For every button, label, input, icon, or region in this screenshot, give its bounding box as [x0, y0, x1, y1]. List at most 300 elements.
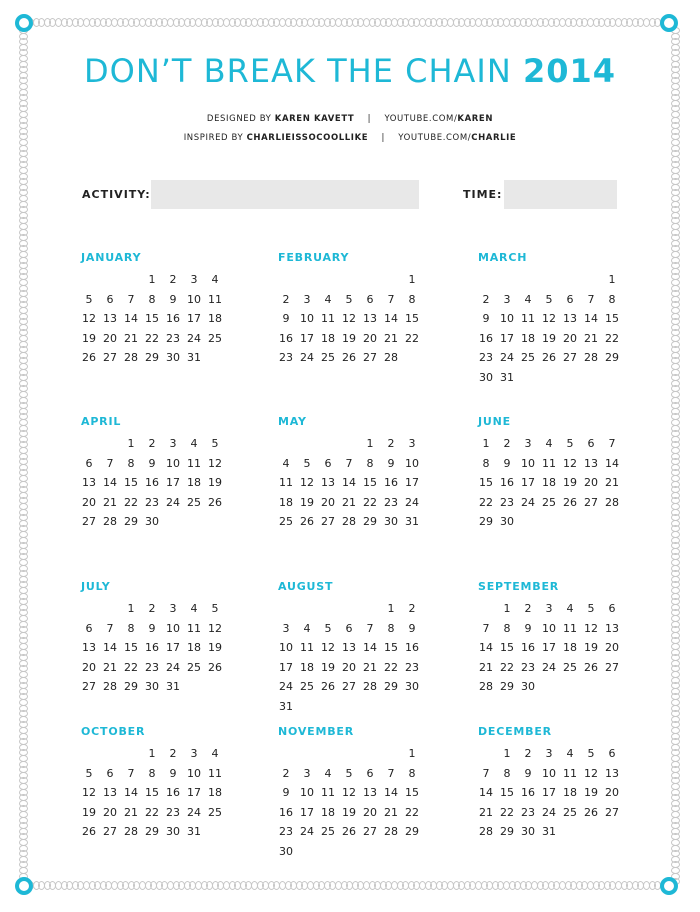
day-cell[interactable]: 18	[563, 786, 577, 799]
day-cell[interactable]: 18	[208, 786, 222, 799]
day-cell[interactable]: 11	[208, 292, 222, 306]
day-cell[interactable]: 27	[103, 351, 117, 364]
day-cell[interactable]: 17	[300, 805, 314, 819]
day-cell[interactable]: 12	[542, 312, 556, 325]
day-cell[interactable]: 2	[387, 437, 395, 450]
day-cell[interactable]: 7	[587, 292, 595, 306]
day-cell[interactable]: 27	[605, 660, 619, 674]
day-cell[interactable]: 25	[563, 805, 577, 819]
day-cell[interactable]: 31	[187, 825, 201, 838]
day-cell[interactable]: 4	[190, 437, 198, 450]
day-cell[interactable]: 6	[566, 292, 574, 306]
day-cell[interactable]: 26	[208, 660, 222, 674]
day-cell[interactable]: 16	[405, 641, 419, 654]
day-cell[interactable]: 30	[521, 825, 535, 838]
day-cell[interactable]: 2	[282, 766, 290, 780]
day-cell[interactable]: 22	[405, 331, 419, 345]
day-cell[interactable]: 27	[82, 680, 96, 693]
day-cell[interactable]: 21	[363, 660, 377, 674]
day-cell[interactable]: 19	[542, 331, 556, 345]
day-cell[interactable]: 29	[384, 680, 398, 693]
day-cell[interactable]: 8	[408, 292, 416, 306]
day-cell[interactable]: 5	[211, 437, 219, 450]
day-cell[interactable]: 7	[482, 621, 490, 635]
day-cell[interactable]: 26	[300, 515, 314, 528]
day-cell[interactable]: 21	[124, 331, 138, 345]
day-cell[interactable]: 9	[408, 621, 416, 635]
day-cell[interactable]: 28	[384, 351, 398, 364]
day-cell[interactable]: 11	[187, 621, 201, 635]
day-cell[interactable]: 1	[408, 747, 416, 760]
day-cell[interactable]: 4	[303, 621, 311, 635]
day-cell[interactable]: 23	[521, 660, 535, 674]
day-cell[interactable]: 9	[148, 621, 156, 635]
day-cell[interactable]: 22	[363, 495, 377, 509]
day-cell[interactable]: 16	[521, 641, 535, 654]
day-cell[interactable]: 3	[303, 292, 311, 306]
day-cell[interactable]: 4	[545, 437, 553, 450]
day-cell[interactable]: 4	[282, 456, 290, 470]
day-cell[interactable]: 8	[387, 621, 395, 635]
day-cell[interactable]: 29	[124, 680, 138, 693]
day-cell[interactable]: 8	[148, 292, 156, 306]
day-cell[interactable]: 9	[169, 292, 177, 306]
day-cell[interactable]: 7	[366, 621, 374, 635]
day-cell[interactable]: 2	[169, 747, 177, 760]
day-cell[interactable]: 29	[500, 680, 514, 693]
day-cell[interactable]: 2	[524, 747, 532, 760]
day-cell[interactable]: 14	[342, 476, 356, 489]
day-cell[interactable]: 14	[605, 456, 619, 470]
day-cell[interactable]: 9	[387, 456, 395, 470]
day-cell[interactable]: 5	[85, 292, 93, 306]
day-cell[interactable]: 13	[103, 312, 117, 325]
day-cell[interactable]: 21	[384, 805, 398, 819]
day-cell[interactable]: 25	[563, 660, 577, 674]
day-cell[interactable]: 30	[521, 680, 535, 693]
day-cell[interactable]: 15	[145, 786, 159, 799]
day-cell[interactable]: 10	[166, 621, 180, 635]
day-cell[interactable]: 14	[103, 641, 117, 654]
day-cell[interactable]: 1	[366, 437, 374, 450]
day-cell[interactable]: 19	[82, 331, 96, 345]
day-cell[interactable]: 27	[563, 351, 577, 364]
day-cell[interactable]: 30	[279, 844, 293, 858]
day-cell[interactable]: 29	[145, 825, 159, 838]
day-cell[interactable]: 16	[145, 476, 159, 489]
day-cell[interactable]: 3	[524, 437, 532, 450]
day-cell[interactable]: 30	[384, 515, 398, 528]
day-cell[interactable]: 30	[405, 680, 419, 693]
day-cell[interactable]: 22	[605, 331, 619, 345]
day-cell[interactable]: 9	[282, 312, 290, 325]
day-cell[interactable]: 1	[387, 602, 395, 615]
day-cell[interactable]: 1	[503, 747, 511, 760]
day-cell[interactable]: 27	[103, 825, 117, 838]
day-cell[interactable]: 24	[300, 351, 314, 364]
day-cell[interactable]: 13	[563, 312, 577, 325]
day-cell[interactable]: 29	[124, 515, 138, 528]
day-cell[interactable]: 11	[300, 641, 314, 654]
day-cell[interactable]: 2	[148, 437, 156, 450]
day-cell[interactable]: 20	[103, 331, 117, 345]
day-cell[interactable]: 20	[605, 786, 619, 799]
day-cell[interactable]: 21	[103, 660, 117, 674]
day-cell[interactable]: 14	[584, 312, 598, 325]
day-cell[interactable]: 17	[405, 476, 419, 489]
day-cell[interactable]: 19	[208, 476, 222, 489]
day-cell[interactable]: 28	[479, 680, 493, 693]
day-cell[interactable]: 10	[500, 312, 514, 325]
day-cell[interactable]: 21	[479, 805, 493, 819]
day-cell[interactable]: 25	[208, 805, 222, 819]
day-cell[interactable]: 14	[384, 786, 398, 799]
day-cell[interactable]: 28	[103, 680, 117, 693]
day-cell[interactable]: 28	[605, 495, 619, 509]
day-cell[interactable]: 29	[363, 515, 377, 528]
day-cell[interactable]: 4	[524, 292, 532, 306]
day-cell[interactable]: 17	[166, 641, 180, 654]
day-cell[interactable]: 10	[187, 292, 201, 306]
day-cell[interactable]: 22	[384, 660, 398, 674]
day-cell[interactable]: 10	[300, 312, 314, 325]
day-cell[interactable]: 28	[124, 825, 138, 838]
day-cell[interactable]: 26	[208, 495, 222, 509]
day-cell[interactable]: 14	[384, 312, 398, 325]
day-cell[interactable]: 26	[82, 351, 96, 364]
day-cell[interactable]: 24	[279, 680, 293, 693]
day-cell[interactable]: 8	[608, 292, 616, 306]
day-cell[interactable]: 22	[500, 660, 514, 674]
day-cell[interactable]: 15	[500, 786, 514, 799]
day-cell[interactable]: 12	[563, 456, 577, 470]
day-cell[interactable]: 9	[148, 456, 156, 470]
day-cell[interactable]: 6	[345, 621, 353, 635]
day-cell[interactable]: 31	[542, 825, 556, 838]
day-cell[interactable]: 4	[190, 602, 198, 615]
day-cell[interactable]: 16	[479, 331, 493, 345]
day-cell[interactable]: 17	[521, 476, 535, 489]
day-cell[interactable]: 25	[521, 351, 535, 364]
day-cell[interactable]: 9	[503, 456, 511, 470]
day-cell[interactable]: 20	[321, 495, 335, 509]
day-cell[interactable]: 8	[482, 456, 490, 470]
day-cell[interactable]: 17	[542, 641, 556, 654]
day-cell[interactable]: 5	[303, 456, 311, 470]
day-cell[interactable]: 2	[282, 292, 290, 306]
day-cell[interactable]: 3	[169, 602, 177, 615]
day-cell[interactable]: 6	[366, 766, 374, 780]
day-cell[interactable]: 18	[521, 331, 535, 345]
day-cell[interactable]: 4	[211, 273, 219, 286]
day-cell[interactable]: 6	[366, 292, 374, 306]
day-cell[interactable]: 7	[387, 766, 395, 780]
day-cell[interactable]: 16	[145, 641, 159, 654]
day-cell[interactable]: 12	[321, 641, 335, 654]
day-cell[interactable]: 29	[605, 351, 619, 364]
day-cell[interactable]: 27	[342, 680, 356, 693]
day-cell[interactable]: 7	[345, 456, 353, 470]
day-cell[interactable]: 28	[124, 351, 138, 364]
day-cell[interactable]: 27	[363, 825, 377, 838]
day-cell[interactable]: 20	[82, 660, 96, 674]
day-cell[interactable]: 17	[187, 312, 201, 325]
day-cell[interactable]: 24	[300, 825, 314, 838]
day-cell[interactable]: 3	[190, 747, 198, 760]
day-cell[interactable]: 9	[282, 786, 290, 799]
day-cell[interactable]: 14	[124, 786, 138, 799]
day-cell[interactable]: 21	[124, 805, 138, 819]
time-input[interactable]	[504, 180, 617, 209]
day-cell[interactable]: 30	[166, 825, 180, 838]
day-cell[interactable]: 26	[342, 825, 356, 838]
day-cell[interactable]: 15	[145, 312, 159, 325]
day-cell[interactable]: 5	[85, 766, 93, 780]
day-cell[interactable]: 30	[145, 515, 159, 528]
day-cell[interactable]: 24	[521, 495, 535, 509]
day-cell[interactable]: 9	[524, 766, 532, 780]
day-cell[interactable]: 19	[208, 641, 222, 654]
day-cell[interactable]: 8	[366, 456, 374, 470]
day-cell[interactable]: 23	[279, 351, 293, 364]
day-cell[interactable]: 5	[587, 747, 595, 760]
day-cell[interactable]: 10	[405, 456, 419, 470]
day-cell[interactable]: 3	[408, 437, 416, 450]
day-cell[interactable]: 24	[166, 495, 180, 509]
day-cell[interactable]: 12	[82, 786, 96, 799]
day-cell[interactable]: 16	[279, 805, 293, 819]
day-cell[interactable]: 25	[187, 660, 201, 674]
day-cell[interactable]: 14	[479, 641, 493, 654]
day-cell[interactable]: 26	[542, 351, 556, 364]
day-cell[interactable]: 2	[503, 437, 511, 450]
day-cell[interactable]: 8	[503, 621, 511, 635]
day-cell[interactable]: 22	[124, 660, 138, 674]
day-cell[interactable]: 12	[300, 476, 314, 489]
day-cell[interactable]: 23	[145, 495, 159, 509]
day-cell[interactable]: 14	[124, 312, 138, 325]
day-cell[interactable]: 13	[605, 621, 619, 635]
day-cell[interactable]: 8	[503, 766, 511, 780]
day-cell[interactable]: 19	[563, 476, 577, 489]
day-cell[interactable]: 27	[363, 351, 377, 364]
day-cell[interactable]: 25	[187, 495, 201, 509]
day-cell[interactable]: 28	[103, 515, 117, 528]
day-cell[interactable]: 13	[363, 786, 377, 799]
day-cell[interactable]: 18	[542, 476, 556, 489]
day-cell[interactable]: 15	[500, 641, 514, 654]
day-cell[interactable]: 3	[190, 273, 198, 286]
day-cell[interactable]: 29	[479, 515, 493, 528]
day-cell[interactable]: 15	[605, 312, 619, 325]
day-cell[interactable]: 21	[605, 476, 619, 489]
day-cell[interactable]: 18	[208, 312, 222, 325]
day-cell[interactable]: 14	[363, 641, 377, 654]
day-cell[interactable]: 13	[103, 786, 117, 799]
day-cell[interactable]: 7	[127, 766, 135, 780]
day-cell[interactable]: 7	[127, 292, 135, 306]
day-cell[interactable]: 18	[300, 660, 314, 674]
day-cell[interactable]: 3	[303, 766, 311, 780]
day-cell[interactable]: 12	[342, 786, 356, 799]
day-cell[interactable]: 18	[563, 641, 577, 654]
day-cell[interactable]: 15	[405, 786, 419, 799]
day-cell[interactable]: 23	[384, 495, 398, 509]
day-cell[interactable]: 21	[103, 495, 117, 509]
day-cell[interactable]: 17	[300, 331, 314, 345]
day-cell[interactable]: 31	[166, 680, 180, 693]
day-cell[interactable]: 6	[324, 456, 332, 470]
day-cell[interactable]: 10	[279, 641, 293, 654]
day-cell[interactable]: 29	[500, 825, 514, 838]
day-cell[interactable]: 12	[82, 312, 96, 325]
day-cell[interactable]: 31	[187, 351, 201, 364]
day-cell[interactable]: 18	[187, 476, 201, 489]
day-cell[interactable]: 9	[482, 312, 490, 325]
day-cell[interactable]: 13	[342, 641, 356, 654]
day-cell[interactable]: 3	[545, 747, 553, 760]
day-cell[interactable]: 16	[521, 786, 535, 799]
day-cell[interactable]: 30	[500, 515, 514, 528]
day-cell[interactable]: 18	[187, 641, 201, 654]
day-cell[interactable]: 5	[545, 292, 553, 306]
day-cell[interactable]: 3	[503, 292, 511, 306]
day-cell[interactable]: 22	[145, 805, 159, 819]
day-cell[interactable]: 31	[279, 699, 293, 713]
day-cell[interactable]: 18	[321, 805, 335, 819]
day-cell[interactable]: 20	[363, 805, 377, 819]
day-cell[interactable]: 19	[584, 786, 598, 799]
day-cell[interactable]: 1	[482, 437, 490, 450]
day-cell[interactable]: 31	[405, 515, 419, 528]
day-cell[interactable]: 20	[363, 331, 377, 345]
day-cell[interactable]: 11	[321, 312, 335, 325]
day-cell[interactable]: 6	[106, 292, 114, 306]
day-cell[interactable]: 12	[584, 621, 598, 635]
day-cell[interactable]: 27	[605, 805, 619, 819]
day-cell[interactable]: 6	[106, 766, 114, 780]
day-cell[interactable]: 24	[187, 331, 201, 345]
day-cell[interactable]: 23	[145, 660, 159, 674]
day-cell[interactable]: 6	[85, 621, 93, 635]
day-cell[interactable]: 2	[169, 273, 177, 286]
day-cell[interactable]: 7	[106, 456, 114, 470]
day-cell[interactable]: 2	[148, 602, 156, 615]
day-cell[interactable]: 22	[405, 805, 419, 819]
day-cell[interactable]: 12	[584, 766, 598, 780]
day-cell[interactable]: 12	[342, 312, 356, 325]
day-cell[interactable]: 2	[524, 602, 532, 615]
day-cell[interactable]: 20	[605, 641, 619, 654]
day-cell[interactable]: 19	[321, 660, 335, 674]
day-cell[interactable]: 23	[166, 805, 180, 819]
day-cell[interactable]: 14	[103, 476, 117, 489]
day-cell[interactable]: 14	[479, 786, 493, 799]
day-cell[interactable]: 9	[524, 621, 532, 635]
day-cell[interactable]: 22	[500, 805, 514, 819]
day-cell[interactable]: 1	[127, 437, 135, 450]
day-cell[interactable]: 24	[542, 660, 556, 674]
day-cell[interactable]: 23	[479, 351, 493, 364]
day-cell[interactable]: 4	[324, 292, 332, 306]
day-cell[interactable]: 20	[103, 805, 117, 819]
day-cell[interactable]: 16	[166, 312, 180, 325]
day-cell[interactable]: 10	[187, 766, 201, 780]
day-cell[interactable]: 25	[321, 351, 335, 364]
day-cell[interactable]: 16	[166, 786, 180, 799]
day-cell[interactable]: 11	[279, 476, 293, 489]
day-cell[interactable]: 22	[479, 495, 493, 509]
day-cell[interactable]: 1	[608, 273, 616, 286]
day-cell[interactable]: 11	[521, 312, 535, 325]
day-cell[interactable]: 13	[363, 312, 377, 325]
day-cell[interactable]: 25	[279, 515, 293, 528]
day-cell[interactable]: 17	[187, 786, 201, 799]
day-cell[interactable]: 27	[82, 515, 96, 528]
day-cell[interactable]: 3	[545, 602, 553, 615]
day-cell[interactable]: 12	[208, 456, 222, 470]
day-cell[interactable]: 28	[479, 825, 493, 838]
day-cell[interactable]: 30	[145, 680, 159, 693]
day-cell[interactable]: 13	[82, 641, 96, 654]
day-cell[interactable]: 23	[521, 805, 535, 819]
day-cell[interactable]: 20	[563, 331, 577, 345]
day-cell[interactable]: 30	[166, 351, 180, 364]
day-cell[interactable]: 15	[124, 641, 138, 654]
day-cell[interactable]: 11	[563, 766, 577, 780]
day-cell[interactable]: 24	[187, 805, 201, 819]
day-cell[interactable]: 5	[566, 437, 574, 450]
day-cell[interactable]: 4	[566, 747, 574, 760]
day-cell[interactable]: 22	[145, 331, 159, 345]
activity-input[interactable]	[151, 180, 419, 209]
day-cell[interactable]: 23	[166, 331, 180, 345]
day-cell[interactable]: 10	[166, 456, 180, 470]
day-cell[interactable]: 9	[169, 766, 177, 780]
day-cell[interactable]: 31	[500, 370, 514, 384]
day-cell[interactable]: 28	[363, 680, 377, 693]
day-cell[interactable]: 8	[148, 766, 156, 780]
day-cell[interactable]: 1	[127, 602, 135, 615]
day-cell[interactable]: 2	[408, 602, 416, 615]
day-cell[interactable]: 11	[563, 621, 577, 635]
day-cell[interactable]: 17	[500, 331, 514, 345]
day-cell[interactable]: 25	[300, 680, 314, 693]
day-cell[interactable]: 28	[584, 351, 598, 364]
day-cell[interactable]: 4	[324, 766, 332, 780]
day-cell[interactable]: 19	[342, 805, 356, 819]
day-cell[interactable]: 17	[279, 660, 293, 674]
day-cell[interactable]: 5	[345, 766, 353, 780]
day-cell[interactable]: 16	[384, 476, 398, 489]
day-cell[interactable]: 13	[584, 456, 598, 470]
day-cell[interactable]: 23	[405, 660, 419, 674]
day-cell[interactable]: 27	[584, 495, 598, 509]
day-cell[interactable]: 11	[321, 786, 335, 799]
day-cell[interactable]: 8	[127, 621, 135, 635]
day-cell[interactable]: 15	[479, 476, 493, 489]
day-cell[interactable]: 1	[148, 273, 156, 286]
day-cell[interactable]: 15	[384, 641, 398, 654]
day-cell[interactable]: 10	[521, 456, 535, 470]
day-cell[interactable]: 21	[584, 331, 598, 345]
day-cell[interactable]: 5	[345, 292, 353, 306]
day-cell[interactable]: 17	[166, 476, 180, 489]
day-cell[interactable]: 26	[342, 351, 356, 364]
day-cell[interactable]: 26	[584, 660, 598, 674]
day-cell[interactable]: 18	[279, 495, 293, 509]
day-cell[interactable]: 17	[542, 786, 556, 799]
